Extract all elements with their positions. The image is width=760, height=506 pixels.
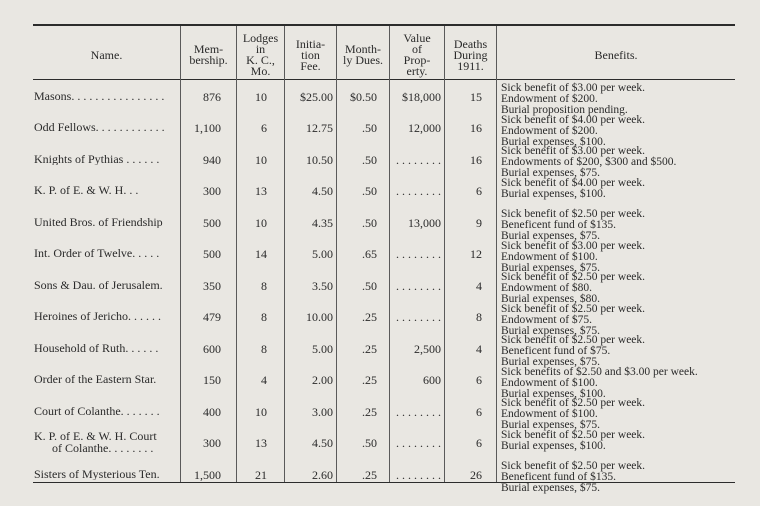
row-dues: .50 xyxy=(362,184,377,199)
row-lodges: 10 xyxy=(255,404,267,419)
row-deaths: 6 xyxy=(476,404,482,419)
row-deaths: 16 xyxy=(470,152,482,167)
row-name: K. P. of E. & W. H. Court of Colanthe. . . . . . . . xyxy=(34,430,157,455)
row-benefit-line: Sick benefit of $3.00 per week. xyxy=(501,239,646,252)
row-benefit-line: Sick benefit of $2.50 per week. xyxy=(501,302,646,315)
row-fee: 10.50 xyxy=(306,152,333,167)
row-deaths: 9 xyxy=(476,215,482,230)
row-deaths: 4 xyxy=(476,341,482,356)
row-fee: 10.00 xyxy=(306,310,333,325)
row-lodges: 14 xyxy=(255,247,267,262)
row-name: K. P. of E. & W. H. . . xyxy=(34,184,139,197)
row-deaths: 4 xyxy=(476,278,482,293)
row-property: 600 xyxy=(423,373,441,388)
header-rule xyxy=(33,79,735,80)
row-fee: 2.00 xyxy=(312,373,333,388)
row-benefit-line: Burial expenses, $75. xyxy=(501,324,601,337)
row-benefit-line: Sick benefit of $2.50 per week. xyxy=(501,208,646,220)
row-membership: 300 xyxy=(203,184,221,199)
row-name: Knights of Pythias . . . . . . xyxy=(34,152,160,165)
row-lodges: 13 xyxy=(255,436,267,451)
row-dues: .25 xyxy=(362,404,377,419)
row-deaths: 8 xyxy=(476,310,482,325)
row-benefit-line: Burial proposition pending. xyxy=(501,104,628,117)
row-benefit-line: Sick benefit of $4.00 per week. xyxy=(501,113,646,126)
row-name: Odd Fellows. . . . . . . . . . . . xyxy=(34,121,165,134)
row-lodges: 10 xyxy=(255,152,267,167)
row-name: Masons. . . . . . . . . . . . . . . . xyxy=(34,89,165,102)
row-benefit-line: Endowment of $100. xyxy=(501,376,598,389)
row-name: Court of Colanthe. . . . . . . xyxy=(34,404,160,417)
row-dues: .65 xyxy=(362,247,377,262)
row-benefit-line: Endowment of $100. xyxy=(501,250,598,263)
header-lodges: Lodges in K. C., Mo. xyxy=(242,31,279,78)
row-benefit-line: Beneficent fund of $135. xyxy=(501,471,616,484)
row-membership: 600 xyxy=(203,341,221,356)
row-lodges: 6 xyxy=(261,121,267,136)
row-dues: .25 xyxy=(362,467,377,482)
row-benefit-line: Sick benefit of $4.00 per week. xyxy=(501,176,646,189)
row-property: $18,000 xyxy=(402,89,441,104)
row-dues: .50 xyxy=(362,278,377,293)
row-lodges: 10 xyxy=(255,215,267,230)
row-property: . . . . . . . . xyxy=(396,436,441,451)
row-fee: 12.75 xyxy=(306,121,333,136)
row-benefit-line: Burial expenses, $100. xyxy=(501,439,606,452)
row-property: . . . . . . . . xyxy=(396,184,441,199)
row-dues: .25 xyxy=(362,341,377,356)
row-benefit-line: Sick benefit of $2.50 per week. xyxy=(501,271,646,283)
row-lodges: 4 xyxy=(261,373,267,388)
row-benefit-line: Beneficent fund of $75. xyxy=(501,345,611,358)
row-lodges: 8 xyxy=(261,310,267,325)
row-name: Int. Order of Twelve. . . . . xyxy=(34,247,160,260)
row-property: 12,000 xyxy=(408,121,441,136)
row-benefit-line: Burial expenses, $75. xyxy=(501,261,601,274)
row-deaths: 15 xyxy=(470,89,482,104)
row-membership: 400 xyxy=(203,404,221,419)
row-benefit-line: Sick benefit of $3.00 per week. xyxy=(501,82,646,94)
row-benefit-line: Burial expenses, $75. xyxy=(501,167,601,180)
row-dues: .50 xyxy=(362,121,377,136)
row-benefit-line: Sick benefit of $2.50 per week. xyxy=(501,397,646,409)
row-fee: 4.35 xyxy=(312,215,333,230)
row-property: . . . . . . . . xyxy=(396,310,441,325)
row-benefit-line: Beneficent fund of $135. xyxy=(501,219,616,232)
row-dues: .25 xyxy=(362,310,377,325)
row-fee: 2.60 xyxy=(312,467,333,482)
row-benefit-line: Burial expenses, $80. xyxy=(501,293,601,306)
row-fee: 5.00 xyxy=(312,247,333,262)
row-property: . . . . . . . . xyxy=(396,404,441,419)
row-lodges: 21 xyxy=(255,467,267,482)
row-lodges: 8 xyxy=(261,278,267,293)
header-benefits: Benefits. xyxy=(594,47,638,62)
row-dues: .50 xyxy=(362,152,377,167)
row-name: Sisters of Mysterious Ten. xyxy=(34,467,160,480)
row-membership: 150 xyxy=(203,373,221,388)
header-name: Name. xyxy=(90,47,123,62)
row-membership: 876 xyxy=(203,89,221,104)
row-benefit-line: Endowment of $75. xyxy=(501,313,593,326)
row-deaths: 6 xyxy=(476,373,482,388)
row-benefit-line: Endowment of $80. xyxy=(501,282,593,295)
row-deaths: 6 xyxy=(476,184,482,199)
row-benefit-line: Sick benefit of $2.50 per week. xyxy=(501,428,646,441)
header-initiation: Initia- tion Fee. xyxy=(295,36,326,73)
row-fee: 3.00 xyxy=(312,404,333,419)
row-dues: .50 xyxy=(362,215,377,230)
row-benefit-line: Burial expenses, $100. xyxy=(501,387,606,400)
row-property: 2,500 xyxy=(414,341,441,356)
row-membership: 500 xyxy=(203,215,221,230)
row-membership: 1,100 xyxy=(194,121,221,136)
row-dues: .25 xyxy=(362,373,377,388)
row-membership: 500 xyxy=(203,247,221,262)
row-fee: 4.50 xyxy=(312,436,333,451)
row-benefit-line: Sick benefit of $2.50 per week. xyxy=(501,334,646,346)
row-name: Sons & Dau. of Jerusalem. xyxy=(34,278,163,291)
row-name: Heroines of Jericho. . . . . . xyxy=(34,310,161,323)
row-membership: 1,500 xyxy=(194,467,221,482)
row-property: . . . . . . . . xyxy=(396,278,441,293)
row-deaths: 6 xyxy=(476,436,482,451)
row-property: . . . . . . . . xyxy=(396,247,441,262)
header-property: Value of Prop- erty. xyxy=(403,31,431,78)
row-benefit-line: Sick benefit of $3.00 per week. xyxy=(501,145,646,157)
row-name: Order of the Eastern Star. xyxy=(34,373,157,386)
row-fee: $25.00 xyxy=(300,89,333,104)
row-benefit-line: Endowment of $200. xyxy=(501,93,598,106)
row-benefit-line: Endowments of $200, $300 and $500. xyxy=(501,156,677,169)
row-fee: 5.00 xyxy=(312,341,333,356)
row-benefit-line: Endowment of $100. xyxy=(501,408,598,421)
row-lodges: 13 xyxy=(255,184,267,199)
row-fee: 4.50 xyxy=(312,184,333,199)
row-lodges: 8 xyxy=(261,341,267,356)
row-benefit-line: Endowment of $200. xyxy=(501,124,598,137)
row-deaths: 26 xyxy=(470,467,482,482)
row-property: . . . . . . . . xyxy=(396,152,441,167)
header-deaths: Deaths During 1911. xyxy=(453,36,488,73)
row-membership: 479 xyxy=(203,310,221,325)
row-membership: 350 xyxy=(203,278,221,293)
col-sep-7 xyxy=(496,26,497,482)
row-benefit-line: Burial expenses, $75. xyxy=(501,419,601,432)
row-benefit-line: Burial expenses, $75. xyxy=(501,482,601,495)
header-dues: Month- ly Dues. xyxy=(343,42,383,67)
row-fee: 3.50 xyxy=(312,278,333,293)
row-deaths: 16 xyxy=(470,121,482,136)
row-membership: 300 xyxy=(203,436,221,451)
row-lodges: 10 xyxy=(255,89,267,104)
row-deaths: 12 xyxy=(470,247,482,262)
top-rule xyxy=(33,24,735,26)
row-name: Household of Ruth. . . . . . xyxy=(34,341,159,354)
row-benefit-line: Burial expenses, $75. xyxy=(501,230,601,243)
row-benefit-line: Sick benefits of $2.50 and $3.00 per week. xyxy=(501,365,698,378)
row-property: . . . . . . . . xyxy=(396,467,441,482)
header-membership: Mem- bership. xyxy=(189,42,228,67)
row-dues: .50 xyxy=(362,436,377,451)
row-benefit-line: Burial expenses, $100. xyxy=(501,135,606,148)
row-benefit-line: Sick benefit of $2.50 per week. xyxy=(501,460,646,472)
row-property: 13,000 xyxy=(408,215,441,230)
row-membership: 940 xyxy=(203,152,221,167)
row-benefit-line: Burial expenses, $75. xyxy=(501,356,601,369)
row-benefit-line: Burial expenses, $100. xyxy=(501,187,606,200)
row-name: United Bros. of Friendship xyxy=(34,215,163,228)
row-dues: $0.50 xyxy=(350,89,377,104)
